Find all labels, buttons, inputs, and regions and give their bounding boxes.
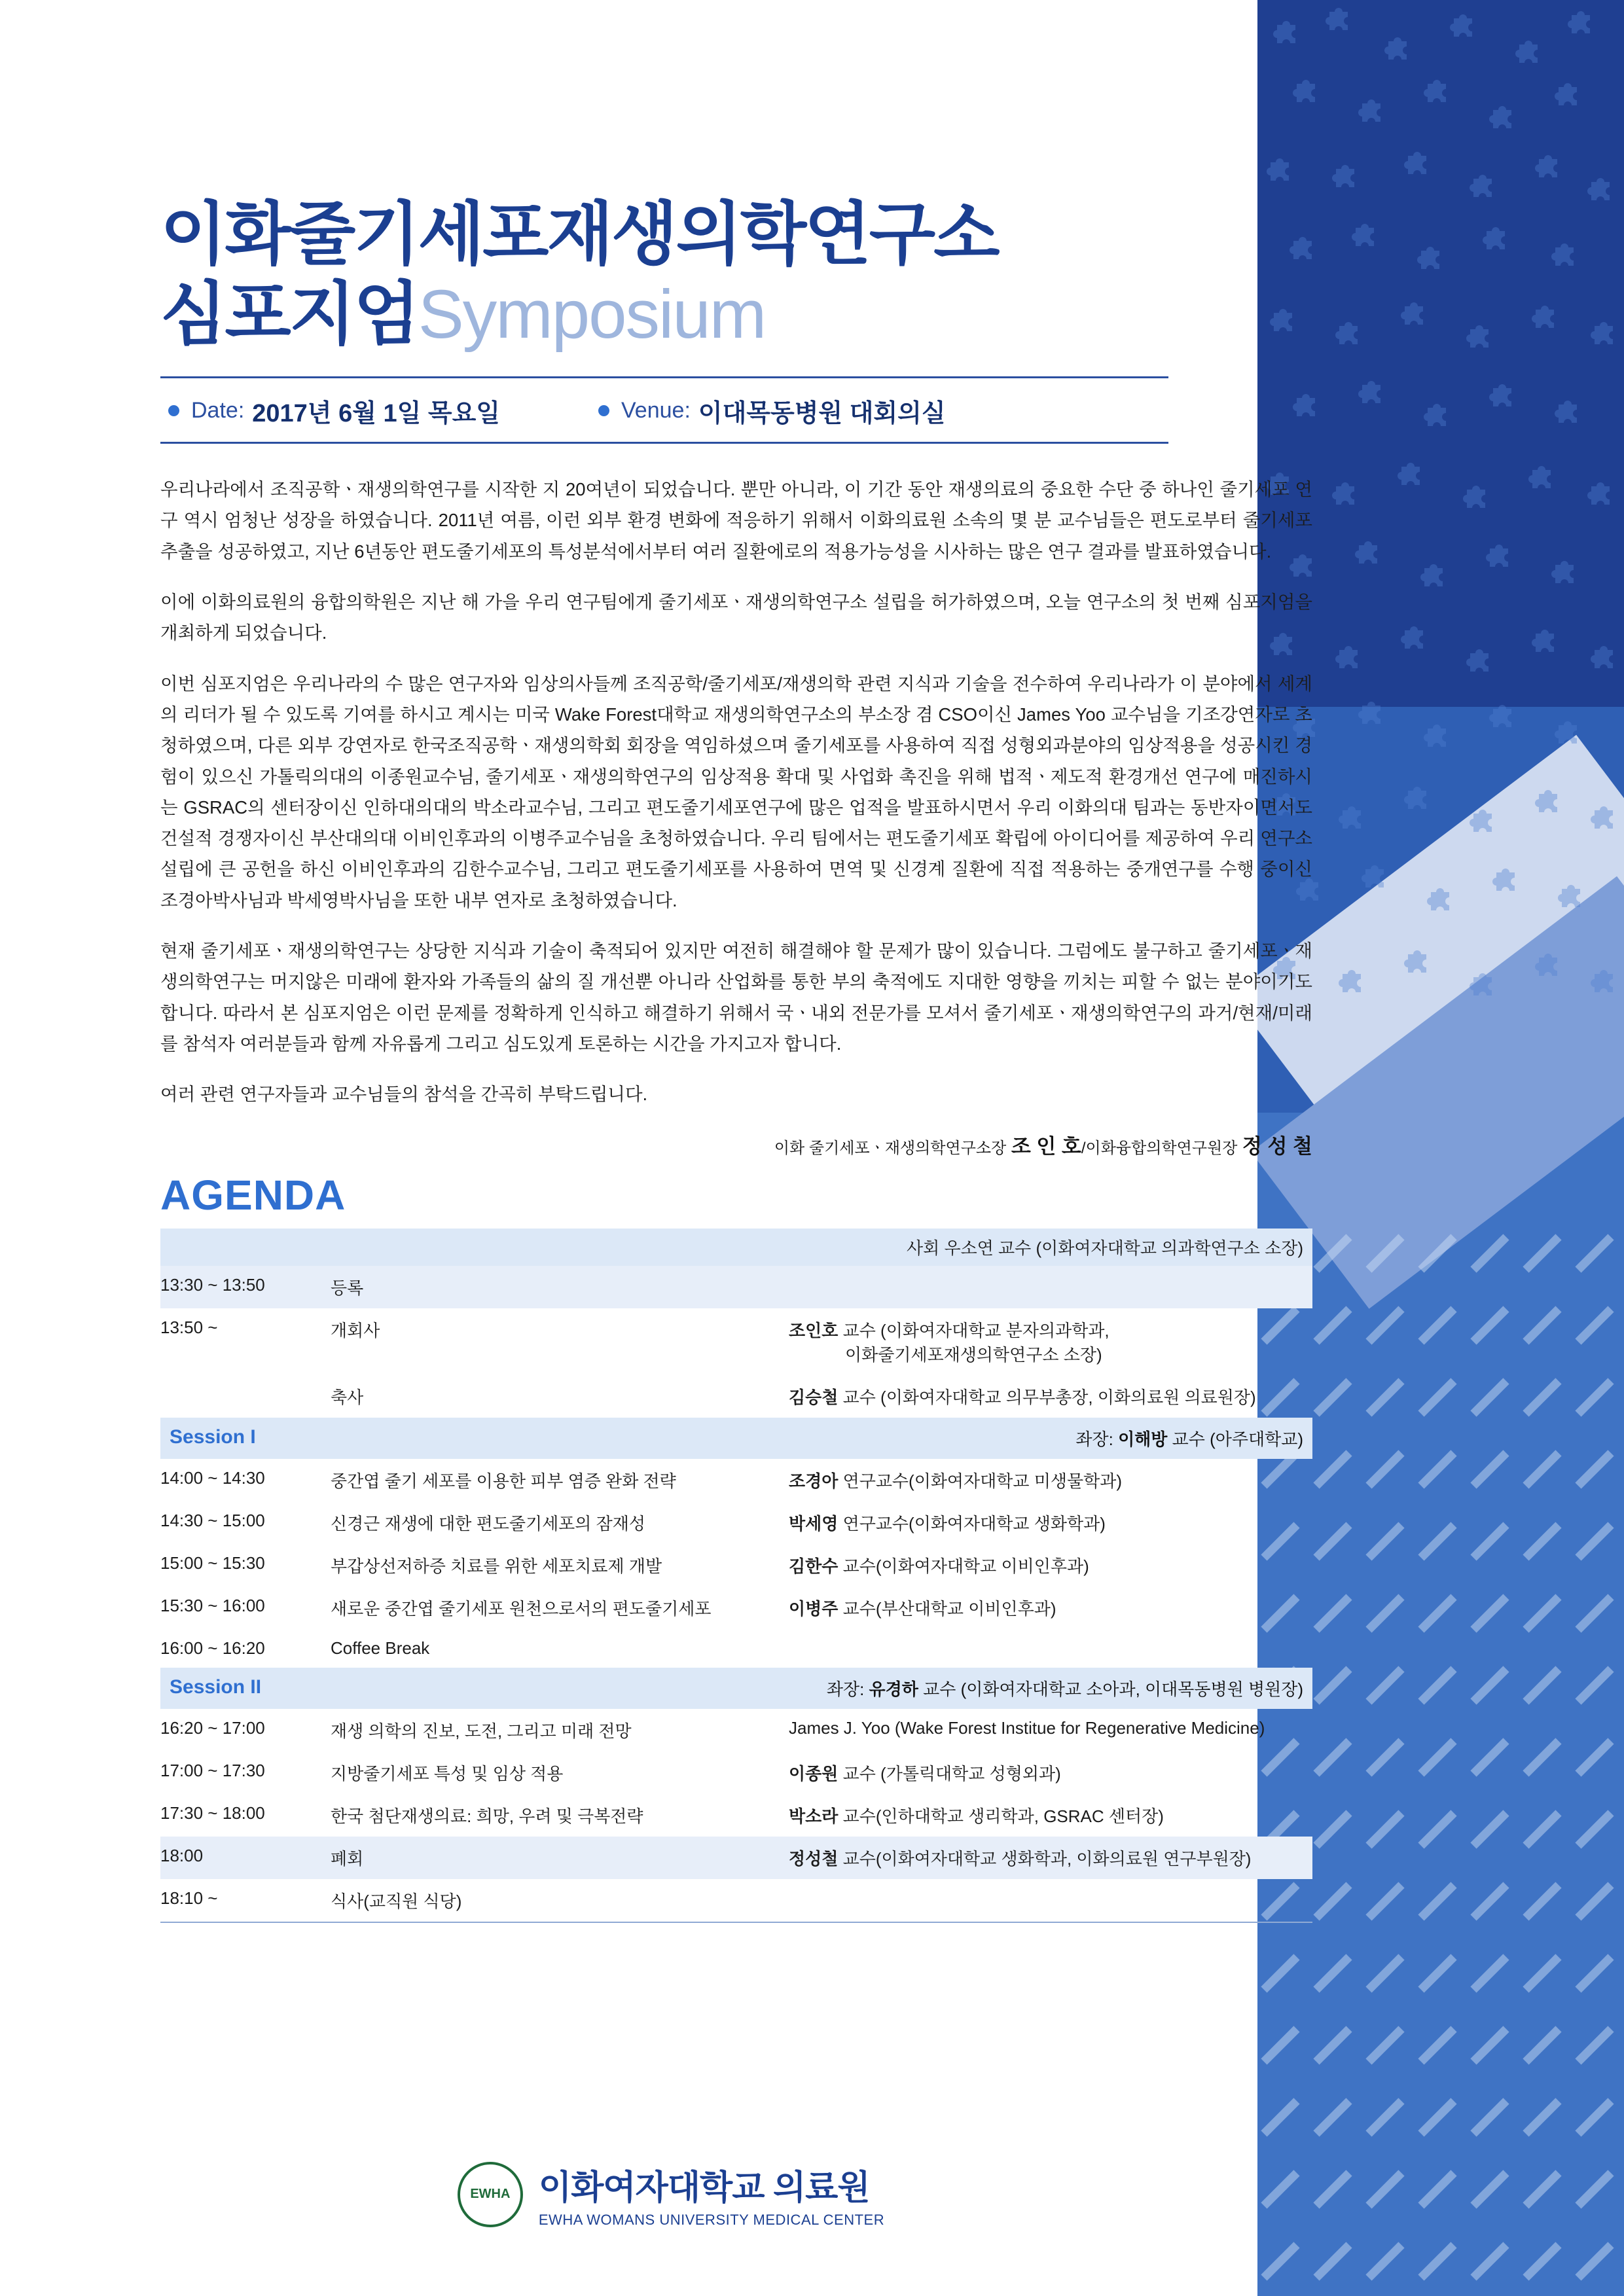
table-row — [160, 1751, 1312, 1794]
row-speaker — [789, 1879, 1312, 1922]
row-topic: Coffee Break — [331, 1638, 430, 1658]
row-topic: 식사(교직원 식당) — [331, 1879, 789, 1922]
speaker-name: 이종원 — [789, 1763, 839, 1784]
row-speaker — [789, 1629, 1312, 1668]
row-speaker: James J. Yoo (Wake Forest Institue for Regenerative Medicine) — [789, 1717, 1265, 1738]
row-topic: 한국 첨단재생의료: 희망, 우려 및 극복전략 — [331, 1806, 643, 1826]
row-topic: 재생 의학의 진보, 도전, 그리고 미래 전망 — [331, 1721, 632, 1741]
venue-label: Venue: — [621, 398, 691, 423]
signature-role-1: 이화 줄기세포ㆍ재생의학연구소장 — [774, 1139, 1007, 1157]
page-subtitle-en: Symposium — [418, 276, 766, 353]
row-topic: 새로운 중간엽 줄기세포 원천으로서의 편도줄기세포 — [331, 1598, 712, 1619]
speaker-affiliation: 교수 (가톨릭대학교 성형외과) — [838, 1763, 1061, 1784]
paragraph-2: 이에 이화의료원의 융합의학원은 지난 해 가을 우리 연구팀에게 줄기세포ㆍ재생의학연구소 설립을 허가하였으며, 오늘 연구소의 첫 번째 심포지엄을 개최하게 되었습니다. — [160, 592, 1312, 643]
event-meta-row — [160, 378, 1342, 442]
row-time: 18:00 — [160, 1837, 331, 1879]
chair-name: 이해방 — [1118, 1429, 1168, 1449]
speaker-name: 조경아 — [789, 1471, 839, 1491]
speaker-name: 박소라 — [789, 1806, 839, 1826]
venue-value: 이대목동병원 대회의실 — [698, 400, 946, 428]
paragraph-3: 이번 심포지엄은 우리나라의 수 많은 연구자와 임상의사들께 조직공학/줄기세포/재생의학 관련 지식과 기술을 전수하여 우리나라가 이 분야에서 세계의 리더가 될 수 있도록 기여를 하시고 계시는 미국 Wake Forest대학교 재생의학연구소의 부소장 겸 CSO이신 James Yoo 교수님을 기조강연자로 초청하였으며, 다른 외부 강연자로 한국조직공학ㆍ재생의학회 회장을 역임하셨으며 줄기세포를 사용하여 직접 성형외과분야의 임상적용을 성공시킨 경험이 있으신 가톨릭의대의 이종원교수님, 줄기세포ㆍ재생의학연구의 임상적용 확대 및 사업화 촉진을 위해 법적ㆍ제도적 환경개선 연구에 매진하시는 GSRAC의 센터장이신 인하대의대의 박소라교수님, 그리고 편도줄기세포연구에 많은 업적을 발표하시면서 우리 이화의대 팀과는 동반자이면서도 건설적 경쟁자이신 부산대의대 이비인후과의 이병주교수님을 초청하였습니다. 우리 팀에서는 편도줄기세포 확립에 아이디어를 제공하여 우리 연구소 설립에 큰 공헌을 하신 이비인후과의 김한수교수님, 그리고 편도줄기세포를 사용하여 면역 및 신경계 질환에 직접 적용하는 중개연구를 수행 중이신 조경아박사님과 박세영박사님을 또한 내부 연자로 초청하였습니다. — [160, 673, 1312, 910]
row-time: 14:00 ~ 14:30 — [160, 1467, 265, 1488]
poster-title-block — [160, 196, 1342, 353]
row-topic: 신경근 재생에 대한 편도줄기세포의 잠재성 — [331, 1513, 645, 1534]
footer-text — [539, 2160, 884, 2229]
table-row — [160, 1587, 1312, 1629]
row-topic: 지방줄기세포 특성 및 임상 적용 — [331, 1763, 564, 1784]
divider-bottom — [160, 442, 1168, 444]
speaker-affiliation: 교수(이화여자대학교 이비인후과) — [838, 1556, 1089, 1576]
chair-name: 유경하 — [869, 1679, 918, 1699]
agenda-host-row — [160, 1229, 1312, 1266]
row-speaker — [789, 1751, 1312, 1794]
session-header-1 — [160, 1418, 1312, 1459]
table-row — [160, 1459, 1312, 1501]
row-topic: 축사 — [331, 1387, 364, 1407]
agenda-host-text: 사회 우소연 교수 (이화여자대학교 의과학연구소 소장) — [160, 1229, 1312, 1266]
page-subtitle — [160, 276, 1342, 353]
session-chair — [827, 1676, 1303, 1700]
page-subtitle-kr: 심포지엄 — [160, 276, 418, 353]
table-row — [160, 1709, 1312, 1751]
paragraph-1: 우리나라에서 조직공학ㆍ재생의학연구를 시작한 지 20여년이 되었습니다. 뿐만 아니라, 이 기간 동안 재생의료의 중요한 수단 중 하나인 줄기세포 연구 역시 엄청난 성장을 하였습니다. 2011년 여름, 이런 외부 환경 변화에 적응하기 위해서 이화의료원 소속의 몇 분 교수님들은 편도로부터 줄기세포 추출을 성공하였고, 지난 6년동안 편도줄기세포의 특성분석에서부터 여러 질환에로의 적용가능성을 시사하는 많은 연구 결과를 발표하였습니다. — [160, 479, 1312, 562]
bullet-icon-2 — [598, 405, 609, 416]
session-chair — [1075, 1426, 1303, 1450]
table-row — [160, 1501, 1312, 1544]
signature-line — [160, 1130, 1312, 1159]
row-time: 17:00 ~ 17:30 — [160, 1760, 265, 1780]
speaker-affiliation: 교수(부산대학교 이비인후과) — [838, 1598, 1056, 1619]
row-time: 16:20 ~ 17:00 — [160, 1717, 265, 1738]
speaker-affiliation: 교수(인하대학교 생리학과, GSRAC 센터장) — [838, 1806, 1164, 1826]
paragraph-5: 여러 관련 연구자들과 교수님들의 참석을 간곡히 부탁드립니다. — [160, 1084, 648, 1105]
row-time: 17:30 ~ 18:00 — [160, 1803, 265, 1823]
agenda-table — [160, 1229, 1312, 1923]
session-label: Session II — [170, 1676, 262, 1698]
session-label: Session I — [170, 1426, 256, 1448]
speaker-name: 박세영 — [789, 1513, 839, 1534]
footer-name-en: EWHA WOMANS UNIVERSITY MEDICAL CENTER — [538, 2212, 885, 2228]
row-topic: 폐회 — [331, 1837, 789, 1879]
row-time: 13:50 ~ — [160, 1317, 218, 1337]
signature-name-2: 정 성 철 — [1242, 1134, 1312, 1158]
speaker-affiliation: 교수(이화여자대학교 생화학과, 이화의료원 연구부원장) — [838, 1848, 1252, 1869]
table-row — [160, 1629, 1312, 1668]
agenda-heading: AGENDA — [160, 1171, 346, 1219]
table-row — [160, 1544, 1312, 1587]
signature-role-2: /이화융합의학연구원장 — [1081, 1139, 1238, 1157]
row-time: 18:10 ~ — [160, 1879, 331, 1922]
row-topic: 부갑상선저하증 치료를 위한 세포치료제 개발 — [331, 1556, 662, 1576]
ewha-crest-icon: EWHA — [458, 2162, 523, 2227]
table-row — [160, 1794, 1312, 1837]
row-time: 16:00 ~ 16:20 — [160, 1638, 265, 1658]
table-row — [160, 1266, 1312, 1308]
row-time — [160, 1375, 331, 1418]
page-title: 이화줄기세포재생의학연구소 — [160, 196, 998, 273]
row-topic: 등록 — [331, 1266, 789, 1308]
speaker-affiliation: 교수 (이화여자대학교 의무부총장, 이화의료원 의료원장) — [838, 1387, 1256, 1407]
row-time: 15:00 ~ 15:30 — [160, 1552, 265, 1573]
row-speaker — [789, 1308, 1312, 1375]
chair-affiliation: 교수 (아주대학교) — [1167, 1429, 1303, 1449]
bullet-icon — [168, 405, 179, 416]
speaker-name: 정성철 — [789, 1848, 839, 1869]
row-topic: 개회사 — [331, 1320, 380, 1340]
greeting-body — [160, 474, 1312, 1109]
row-time: 14:30 ~ 15:00 — [160, 1510, 265, 1530]
speaker-name: 이병주 — [789, 1598, 839, 1619]
speaker-name: 조인호 — [789, 1320, 839, 1340]
speaker-affiliation: 연구교수(이화여자대학교 미생물학과) — [838, 1471, 1122, 1491]
row-speaker — [789, 1587, 1312, 1629]
date-value: 2017년 6월 1일 목요일 — [252, 400, 500, 428]
speaker-name: 김한수 — [789, 1556, 839, 1576]
date-label: Date: — [191, 398, 245, 423]
speaker-name: 김승철 — [789, 1387, 839, 1407]
speaker-affiliation: 연구교수(이화여자대학교 생화학과) — [838, 1513, 1106, 1534]
row-topic: 중간엽 줄기 세포를 이용한 피부 염증 완화 전략 — [331, 1471, 676, 1491]
paragraph-4: 현재 줄기세포ㆍ재생의학연구는 상당한 지식과 기술이 축적되어 있지만 여전히 해결해야 할 문제가 많이 있습니다. 그럼에도 불구하고 줄기세포ㆍ재생의학연구는 머지않은 미래에 환자와 가족들의 삶의 질 개선뿐 아니라 산업화를 통한 부의 축적에도 지대한 영향을 끼치는 피할 수 없는 분야이기도 합니다. 따라서 본 심포지엄은 이런 문제를 정확하게 인식하고 해결하기 위해서 국ㆍ내외 전문가를 모셔서 줄기세포ㆍ재생의학연구의 과거/현재/미래를 참석자 여러분들과 함께 자유롭게 그리고 심도있게 토론하는 시간을 가지고자 합니다. — [160, 941, 1312, 1054]
table-row — [160, 1879, 1312, 1922]
row-speaker — [789, 1794, 1312, 1837]
table-row — [160, 1837, 1312, 1879]
table-row — [160, 1308, 1312, 1375]
chair-affiliation: 교수 (이화여자대학교 소아과, 이대목동병원 병원장) — [918, 1679, 1303, 1699]
signature-name-1: 조 인 호 — [1011, 1134, 1081, 1158]
footer-name-kr: 이화여자대학교 의료원 — [538, 2169, 870, 2207]
table-row — [160, 1375, 1312, 1418]
row-speaker — [789, 1459, 1312, 1501]
row-time: 13:30 ~ 13:50 — [160, 1266, 331, 1308]
session-header-2 — [160, 1668, 1312, 1709]
speaker-affiliation-2: 이화줄기세포재생의학연구소 소장) — [845, 1344, 1102, 1365]
row-speaker — [789, 1544, 1312, 1587]
row-speaker — [789, 1266, 1312, 1308]
footer-logo-block — [0, 2160, 1342, 2229]
row-speaker — [789, 1501, 1312, 1544]
chair-prefix: 좌장: — [1075, 1429, 1119, 1449]
row-speaker — [789, 1375, 1312, 1418]
speaker-affiliation: 교수 (이화여자대학교 분자의과학과, — [838, 1320, 1110, 1340]
row-speaker — [789, 1837, 1312, 1879]
row-time: 15:30 ~ 16:00 — [160, 1595, 265, 1615]
chair-prefix: 좌장: — [826, 1679, 869, 1699]
